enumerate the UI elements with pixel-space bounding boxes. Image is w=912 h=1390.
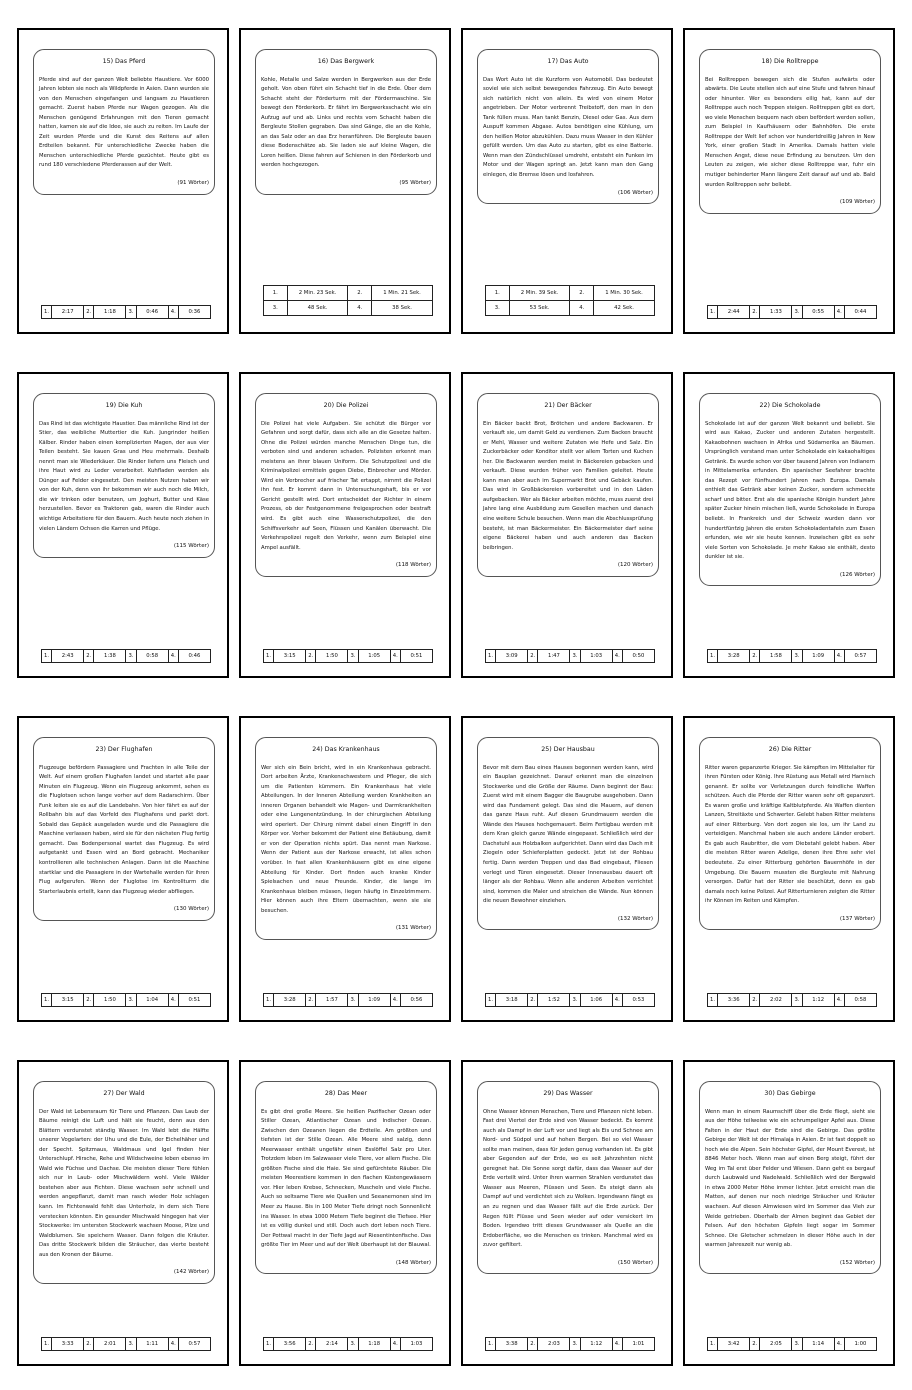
card-text: Bevor mit dem Bau eines Hauses begonnen werden kann, wird ein Bauplan gezeichnet. Darauf erkennt man die einzelnen Stockwerke und die Größe der Räume. Dann beginnt der Bau: Zuerst wird mit einem Bagger die Baugrube ausgehoben. Dann wird das Fundament gelegt. Das sind die Mauern, auf denen das ganze Haus ruht. Auf diesen Grundmauern werden die Wände des Hauses hochgemauert. Beim Fertigbau werden mit dem Kran gleich ganze Wände eingepasst. Schließlich wird der Dachstuhl aus Holzbalken aufgerichtet. Dann wird das Dach mit Ziegeln oder Schieferplatten gedeckt. Jetzt ist der Rohbau fertig. Dann werden Treppen und das Bad eingebaut, Fliesen verlegt und Türen eingesetzt. Dieser Innenausbau dauert oft länger als der Rohbau. Wenn alle anderen Arbeiten verrichtet sind, kommen die Maler und streichen die Wände. Nun können die neuen Bewohner einziehen.	[483, 764, 653, 905]
reading-text-box	[255, 49, 437, 195]
card-text: Pferde sind auf der ganzen Welt beliebte Haustiere. Vor 6000 Jahren lebten sie noch als Wildpferde in Asien. Dann wurden sie von den Menschen eingefangen und langsam zu Haustieren gemacht. Zuerst haben Pferde nur Wagen gezogen. Als die Menschen genügend Erfahrungen mit den Tieren gemacht hatten, kamen sie auf die Idee, sie auch zu reiten. Im Laufe der Zeit wurden Pferde und die Kunst des Reitens auf allen Erdteilen bekannt. Für unterschiedliche Zwecke haben die Menschen unterschiedliche Pferde gezüchtet. Heute gibt es rund 180 verschiedene Pferderassen auf der Welt.	[39, 76, 209, 169]
reading-text-box	[255, 1081, 437, 1274]
time-cell: 2:03	[538, 1338, 570, 1351]
card-title: 17) Das Auto	[547, 58, 589, 65]
time-cell: 0:58	[136, 650, 168, 663]
word-count: (109 Wörter)	[839, 199, 875, 206]
card-text: Es gibt drei große Meere. Sie heißen Pazifischer Ozean oder Stiller Ozean, Atlantischer Ozean und Indischer Ozean. Zwischen den Ozeanen liegen die Erdteile. Am größten und tiefsten ist der Stille Ozean. Alle Meere sind salzig, denn Meerwasser enthält ungefähr einen Esslöffel Salz pro Liter. Trotzdem leben im Salzwasser viele Tiere, vor allem Fische. Die größten Fische sind die Haie. Sie sind gefürchtete Räuber. Die meisten Meerestiere kommen in den flachen Küstengewässern vor. Hier leben Krebse, Schnecken, Muscheln und viele Fische. Auch so seltsame Tiere wie Quallen und Seeanemonen sind im Meer zu Hause. Bis in 100 Meter Tiefe dringt noch Sonnenlicht ins Wasser. In etwa 1000 Metern Tiefe beginnt die Tiefsee. Hier ist es völlig dunkel und still. Doch auch dort leben noch Tiere. Der Pottwal macht in der Tiefe Jagd auf Riesentintenfische. Das größte Tier im Meer und auf der Welt überhaupt ist der Blauwal.	[261, 1108, 431, 1249]
time-cell: 3:18	[496, 994, 528, 1007]
time-cell: 0:56	[400, 994, 432, 1007]
time-cell: 2.	[750, 1338, 760, 1351]
time-cell: 2:01	[94, 1338, 126, 1351]
reading-text-box	[699, 49, 881, 214]
reading-text-box	[699, 393, 881, 586]
time-cell: 1.	[486, 994, 496, 1007]
time-cell: 1.	[42, 1338, 52, 1351]
word-count: (118 Wörter)	[395, 562, 431, 569]
time-cell: 3:56	[274, 1338, 306, 1351]
word-count: (148 Wörter)	[395, 1259, 431, 1266]
time-cell: 2.	[84, 1338, 94, 1351]
time-cell: 4.	[570, 301, 594, 316]
reading-text-box	[477, 393, 659, 577]
time-cell: 2.	[306, 1338, 316, 1351]
time-cell: 0:57	[178, 1338, 210, 1351]
time-cell: 4.	[390, 650, 400, 663]
time-cell: 3.	[348, 650, 358, 663]
card-title: 30) Das Gebirge	[764, 1090, 816, 1097]
time-cell: 2.	[84, 306, 94, 319]
time-cell: 1:50	[316, 650, 348, 663]
time-cell: 1.	[42, 650, 52, 663]
time-cell: 1:38	[94, 650, 126, 663]
time-cell: 2:44	[718, 306, 750, 319]
reading-times-table	[707, 305, 877, 319]
card-text: Wer sich ein Bein bricht, wird in ein Krankenhaus gebracht. Dort arbeiten Ärzte, Krankenschwestern und Pfleger, die sich um die Patienten kümmern. Ein Krankenhaus hat viele Abteilungen. In der Inneren Abteilung werden Krankheiten an inneren Organen behandelt wie Magen- und Darmkrankheiten oder eine Lungenentzündung. In der chirurgischen Abteilung wird operiert. Der Chirurg nimmt dabei einen Eingriff in den Körper vor. Vorher bekommt der Patient eine Betäubung, damit er von der Operation nichts spürt. Das nennt man Narkose. Wenn der Patient aus der Narkose erwacht, ist alles schon vorüber. In fast allen Krankenhäusern gibt es eine eigene Abteilung für Kinder. Dort finden auch kranke Kinder Spielsachen und neue Freunde. Kinder, die lange im Krankenhaus bleiben müssen, liegen häufig in Einzelzimmern. Hier können auch ihre Eltern übernachten, wenn sie sie besuchen.	[261, 764, 431, 914]
reading-text-box	[33, 393, 215, 558]
time-cell: 4.	[348, 301, 372, 316]
card-title: 26) Die Ritter	[768, 746, 812, 753]
reading-times-table	[707, 993, 877, 1007]
reading-text-box	[477, 737, 659, 930]
reading-text-box	[33, 737, 215, 921]
time-cell: 1:01	[622, 1338, 654, 1351]
time-cell: 0:44	[844, 306, 876, 319]
time-cell: 2.	[750, 994, 760, 1007]
time-cell: 2.	[306, 650, 316, 663]
time-cell: 1:06	[580, 994, 612, 1007]
time-cell: 1.	[486, 286, 510, 301]
reading-text-box	[699, 1081, 881, 1274]
time-cell: 1 Min. 30 Sek.	[594, 286, 655, 301]
time-cell: 48 Sek.	[287, 301, 348, 316]
card-text: Flugzeuge befördern Passagiere und Frachten in alle Teile der Welt. Auf einem großen Flughafen landet und startet alle paar Minuten ein Flugzeug. Wenn ein Flugzeug ankommt, sehen es die Fluglotsen schon lange vorher auf dem Radarschirm. Über Funk leiten sie es auf die Landebahn. Von hier fährt es auf der Rollbahn bis auf das Vorfeld des Flughafens und parkt dort. Sobald das Gepäck ausgeladen wurde und die Passagiere die Maschine verlassen haben, wird sie für den nächsten Flug fertig gemacht. Das Bodenpersonal wartet das Flugzeug. Es wird aufgetankt und Essen wird an Bord gebracht. Mechaniker kontrollieren alle technischen Anlagen. Dann ist die Maschine startklar und die Passagiere in der Wartehalle werden für ihren Flug aufgerufen. Wenn der Fluglotse im Kontrollturm die Starterlaubnis erteilt, kann das Flugzeug wieder abfliegen.	[39, 764, 209, 895]
time-cell: 3.	[126, 1338, 136, 1351]
time-cell: 1:00	[844, 1338, 876, 1351]
reading-times-table	[41, 649, 211, 663]
time-cell: 2:02	[760, 994, 792, 1007]
reading-card	[461, 28, 673, 334]
time-cell: 3.	[486, 301, 510, 316]
reading-card	[239, 372, 451, 678]
card-title: 28) Das Meer	[324, 1090, 368, 1097]
time-cell: 4.	[834, 306, 844, 319]
time-cell: 2.	[84, 650, 94, 663]
time-cell: 0:53	[622, 994, 654, 1007]
time-cell: 0:46	[178, 650, 210, 663]
reading-card	[461, 1060, 673, 1366]
reading-text-box	[33, 49, 215, 195]
time-cell: 4.	[390, 1338, 400, 1351]
time-cell: 1:03	[580, 650, 612, 663]
time-cell: 4.	[834, 1338, 844, 1351]
card-title: 23) Der Flughafen	[95, 746, 153, 753]
time-cell: 1.	[708, 994, 718, 1007]
word-count: (150 Wörter)	[617, 1259, 653, 1266]
time-cell: 4.	[390, 994, 400, 1007]
card-title: 16) Das Bergwerk	[317, 58, 375, 65]
time-cell: 4.	[612, 1338, 622, 1351]
time-cell: 1:18	[94, 306, 126, 319]
time-cell: 3:15	[274, 650, 306, 663]
time-cell: 3:15	[52, 994, 84, 1007]
time-cell: 4.	[834, 994, 844, 1007]
reading-card	[17, 372, 229, 678]
time-cell: 1:05	[358, 650, 390, 663]
time-cell: 3:36	[718, 994, 750, 1007]
time-cell: 2:14	[316, 1338, 348, 1351]
time-cell: 1:18	[358, 1338, 390, 1351]
card-text: Ritter waren gepanzerte Krieger. Sie kämpften im Mittelalter für ihren Fürsten oder König. Ihre Rüstung aus Metall wird Harnisch genannt. Er sollte vor Verletzungen durch feindliche Waffen schützen. Auch die Pferde der Ritter waren sehr oft gepanzert. Es waren große und kräftige Kaltblutpferde. Als Waffen dienten Lanzen, Streitäxte und Schwerter. Gelebt haben Ritter meistens auf einer Ritterburg. Von dort zogen sie los, um ihr Land zu verteidigen. Manchmal haben sie auch andere Länder erobert. Es gab auch Raubritter, die vom Diebstahl gelebt haben. Aber die meisten Ritter waren Adelige, denen ihre Ehre sehr viel bedeutete. Zu einer Ritterburg gehörten Bauernhöfe in der Umgebung. Die Bauern mussten die Burgleute mit Nahrung versorgen. Dafür hat der Ritter sie beschützt, denn es gab damals noch keine Polizei. Auf Ritterturnieren zeigten die Ritter ihr Können im Reiten und Kämpfen.	[705, 764, 875, 905]
reading-times-table	[485, 285, 655, 316]
time-cell: 0:57	[844, 650, 876, 663]
card-title: 15) Das Pferd	[102, 58, 146, 65]
card-title: 22) Die Schokolade	[759, 402, 821, 409]
time-cell: 3:42	[718, 1338, 750, 1351]
time-cell: 4.	[168, 306, 178, 319]
time-cell: 2.	[306, 994, 316, 1007]
reading-card	[17, 28, 229, 334]
time-cell: 1 Min. 21 Sek.	[372, 286, 433, 301]
reading-card	[683, 372, 895, 678]
time-cell: 1.	[264, 994, 274, 1007]
reading-card	[239, 28, 451, 334]
time-cell: 3.	[570, 650, 580, 663]
word-count: (131 Wörter)	[395, 925, 431, 932]
time-cell: 3.	[348, 1338, 358, 1351]
time-cell: 2.	[570, 286, 594, 301]
card-title: 29) Das Wasser	[543, 1090, 593, 1097]
time-cell: 53 Sek.	[509, 301, 570, 316]
time-cell: 3.	[792, 650, 802, 663]
word-count: (120 Wörter)	[617, 562, 653, 569]
time-cell: 3:38	[496, 1338, 528, 1351]
time-cell: 3.	[126, 994, 136, 1007]
reading-times-table	[263, 1337, 433, 1351]
time-cell: 1:03	[400, 1338, 432, 1351]
reading-times-table	[263, 649, 433, 663]
time-cell: 4.	[612, 994, 622, 1007]
time-cell: 1:33	[760, 306, 792, 319]
card-title: 25) Der Hausbau	[541, 746, 595, 753]
reading-text-box	[255, 737, 437, 940]
card-title: 24) Das Krankenhaus	[312, 746, 380, 753]
time-cell: 3.	[792, 306, 802, 319]
time-cell: 1:12	[580, 1338, 612, 1351]
reading-card	[683, 28, 895, 334]
reading-text-box	[477, 1081, 659, 1274]
card-title: 19) Die Kuh	[105, 402, 143, 409]
reading-card	[683, 1060, 895, 1366]
card-text: Schokolade ist auf der ganzen Welt bekannt und beliebt. Sie wird aus Kakao, Zucker und anderen Zutaten hergestellt. Kakaobohnen wachsen in Afrika und Südamerika an Bäumen. Ursprünglich verstand man unter Schokolade ein kakaohaltiges Getränk. Es wurde schon vor über tausend Jahren von Indianern in Mittelamerika erfunden. Ein spanischer Seefahrer brachte das Rezept vor fünfhundert Jahren nach Europa. Damals enthielt das Getränk aber keinen Zucker, sondern schmeckte scharf und bitter. Erst als die spanische Königin hundert Jahre später Zucker hinein mischen ließ, wurde Schokolade in Europa beliebt. In Frankreich und der Schweiz wurden dann vor hundertfünfzig Jahren die ersten Schokoladentafeln zum Essen erfunden, wie wir sie heute kennen. Inzwischen gibt es sehr viele Sorten von Schokolade. Je mehr Kakao sie enthält, desto dunkler ist sie.	[705, 420, 876, 561]
time-cell: 3.	[348, 994, 358, 1007]
time-cell: 1:58	[760, 650, 792, 663]
word-count: (91 Wörter)	[177, 180, 209, 187]
time-cell: 1.	[264, 650, 274, 663]
time-cell: 4.	[168, 650, 178, 663]
reading-text-box	[255, 393, 437, 577]
time-cell: 4.	[168, 1338, 178, 1351]
time-cell: 3.	[126, 650, 136, 663]
card-title: 18) Die Rolltreppe	[761, 58, 819, 65]
time-cell: 1:57	[316, 994, 348, 1007]
word-count: (152 Wörter)	[839, 1259, 875, 1266]
card-title: 21) Der Bäcker	[544, 402, 592, 409]
time-cell: 1:50	[94, 994, 126, 1007]
reading-text-box	[699, 737, 881, 930]
time-cell: 1:47	[538, 650, 570, 663]
reading-card	[683, 716, 895, 1022]
time-cell: 4.	[168, 994, 178, 1007]
card-text: Ein Bäcker backt Brot, Brötchen und andere Backwaren. Er verkauft sie, um damit Geld zu verdienen. Zum Backen braucht er Mehl, Wasser und weitere Zutaten wie Hefe und Salz. Ein Zuckerbäcker oder Konditor stellt vor allem Torten und Kuchen her. Die Backwaren werden meist in Bäckereien gebacken und verkauft. Diese wurden früher von Familien geleitet. Heute kann man aber auch im Supermarkt Brot und Gebäck kaufen. Das wird in Großbäckereien vorbereitet und in den Läden aufgebacken. Wer als Bäcker arbeiten möchte, muss zuerst drei Jahre lang eine Ausbildung zum Gesellen machen und danach eine weitere Schule besuchen. Wenn man die Abschlussprüfung besteht, ist man Bäckermeister. Ein Bäckermeister darf seine eigene Bäckerei haben und auch anderen das Backen beibringen.	[483, 420, 653, 551]
card-text: Das Rind ist das wichtigste Haustier. Das männliche Rind ist der Stier, das weibliche Muttertier die Kuh. Jungrinder heißen Kälber. Rinder haben einen komplizierten Magen, der aus vier Teilen besteht. Sie kauen Gras und Heu mehrmals. Deshalb nennt man sie Wiederkäuer. Die Rinder liefern uns Fleisch und ihre Haut wird zu Leder verarbeitet. Kuhfladen werden als Dünger auf Felder eingesetzt. Den meisten Nutzen haben wir von der Kuh, denn von ihr bekommen wir auch noch die Milch, die wir trinken oder benutzen, um Joghurt, Butter und Käse herzustellen. Bevor es Traktoren gab, waren die Rinder auch wichtige Arbeitstiere für den Bauern. Auch heute noch ziehen in vielen Ländern Ochsen die Karren und Pflüge.	[39, 420, 209, 532]
card-text: Das Wort Auto ist die Kurzform von Automobil. Das bedeutet soviel wie sich selbst bewegendes Fahrzeug. Ein Auto bewegt sich natürlich nicht von allein. Es wird von einem Motor angetrieben. Der Motor verbrennt Treibstoff, den man in den Tank füllen muss. Man tankt Benzin, Diesel oder Gas. Aus dem Auspuff kommen Abgase. Autos benötigen eine Kühlung, um den heißen Motor abzukühlen. Dazu muss Wasser in den Kühler gefüllt werden. Um das Auto zu starten, gibt es eine Batterie. Wenn man den Zündschlüssel umdreht, entsteht ein Funken im Motor und der Wagen springt an. Jetzt kann man den Gang einlegen, die Bremse lösen und losfahren.	[483, 76, 653, 179]
time-cell: 38 Sek.	[372, 301, 433, 316]
time-cell: 1.	[486, 650, 496, 663]
reading-times-table	[707, 649, 877, 663]
time-cell: 3.	[792, 1338, 802, 1351]
time-cell: 0:55	[802, 306, 834, 319]
word-count: (132 Wörter)	[617, 915, 653, 922]
time-cell: 2 Min. 23 Sek.	[287, 286, 348, 301]
reading-card	[17, 1060, 229, 1366]
time-cell: 2.	[750, 306, 760, 319]
time-cell: 0:51	[178, 994, 210, 1007]
word-count: (106 Wörter)	[617, 189, 653, 196]
time-cell: 2:43	[52, 650, 84, 663]
time-cell: 1.	[264, 1338, 274, 1351]
time-cell: 2.	[528, 994, 538, 1007]
time-cell: 1:14	[802, 1338, 834, 1351]
time-cell: 4.	[834, 650, 844, 663]
card-title: 20) Die Polizei	[323, 402, 369, 409]
reading-times-table	[41, 993, 211, 1007]
time-cell: 3.	[570, 994, 580, 1007]
reading-times-table	[485, 1337, 655, 1351]
reading-times-table	[263, 993, 433, 1007]
time-cell: 3.	[126, 306, 136, 319]
time-cell: 42 Sek.	[594, 301, 655, 316]
time-cell: 1:11	[136, 1338, 168, 1351]
reading-card	[239, 716, 451, 1022]
reading-times-table	[707, 1337, 877, 1351]
reading-card	[461, 372, 673, 678]
card-text: Wenn man in einem Raumschiff über die Erde fliegt, sieht sie aus der Höhe teilweise wie ein schrumpeliger Apfel aus. Diese Falten in der Haut der Erde sind die Gebirge. Das größte Gebirge der Welt ist der Himalaja in Asien. Er ist fast doppelt so hoch wie die Alpen. Sein höchster Gipfel, der Mount Everest, ist 8846 Meter hoch. Wenn man auf einen Berg steigt, führt der Weg im Tal erst über Felder und Wiesen. Dann geht es bergauf durch Laubwald und Nadelwald. Schließlich wird der Bergwald in etwa 2000 Meter Höhe immer lichter. Jetzt erreicht man die Matten, auf denen nur noch niedrige Sträucher und Kräuter wachsen. Auf diesen Almwiesen wird im Sommer das Vieh zur Weide getrieben. Oberhalb der Almen beginnt das Gebiet der Felsen. Auf den höchsten Gipfeln liegt sogar im Sommer Schnee. Die Gletscher schmelzen in dieser Höhe auch in der warmen Jahreszeit nur wenig ab.	[705, 1108, 875, 1249]
reading-times-table	[41, 1337, 211, 1351]
word-count: (95 Wörter)	[399, 180, 431, 187]
time-cell: 1:52	[538, 994, 570, 1007]
time-cell: 1.	[708, 306, 718, 319]
time-cell: 1:12	[802, 994, 834, 1007]
card-text: Der Wald ist Lebensraum für Tiere und Pflanzen. Das Laub der Bäume reinigt die Luft und hält sie feucht, denn aus den Blättern verdunstet ständig Wasser. Im Wald lebt die Hälfte unserer Vogelarten: der Uhu und die Eule, der Eichelhäher und der Specht. Spitzmaus, Waldmaus und Igel finden hier Unterschlupf. Hirsche, Rehe und Wildschweine leben ebenso im Wald wie Füchse und Dachse. Die meisten dieser Tiere fühlen sich nur in Laub- oder Mischwäldern wohl. Viele Wälder bestehen aber aus Fichten. Diese wachsen sehr schnell und werden angepflanzt, damit man rasch wieder Holz schlagen kann. Im Fichtenwald fehlt das Unterholz, in dem sich Tiere verstecken könnten. Ein gesunder Mischwald hingegen hat vier Stockwerke: im untersten Stockwerk wachsen Moose, Pilze und Waldblumen. Sie speichern Wasser. Dann folgen die Kräuter. Das dritte Stockwerk bilden die Sträucher, das vierte besteht aus den Kronen der Bäume.	[39, 1108, 209, 1258]
time-cell: 4.	[612, 650, 622, 663]
time-cell: 1.	[486, 1338, 496, 1351]
reading-times-table	[41, 305, 211, 319]
time-cell: 1:04	[136, 994, 168, 1007]
time-cell: 1.	[708, 650, 718, 663]
time-cell: 1:09	[358, 994, 390, 1007]
time-cell: 2.	[348, 286, 372, 301]
time-cell: 2 Min. 39 Sek.	[509, 286, 570, 301]
time-cell: 3.	[570, 1338, 580, 1351]
time-cell: 2.	[528, 1338, 538, 1351]
time-cell: 2.	[528, 650, 538, 663]
time-cell: 3:09	[496, 650, 528, 663]
time-cell: 3.	[264, 301, 288, 316]
time-cell: 3:28	[274, 994, 306, 1007]
time-cell: 1.	[708, 1338, 718, 1351]
card-text: Kohle, Metalle und Salze werden in Bergwerken aus der Erde geholt. Von oben führt ein Schacht tief in die Erde. Über dem Schacht steht der Förderturm mit der Fördermaschine. Sie bewegt den Förderkorb. Er fährt im Bergwerksschacht wie ein Aufzug auf und ab. Links und rechts vom Schacht haben die Bergleute Stollen gegraben. Das sind Gänge, die an die Kohle, an das Salz oder an das Erz heranführen. Die Bergleute bauen diese Bodenschätze ab. Sie laden sie auf kleine Wagen, die Loren heißen. Diese fahren auf Schienen in den Förderkorb und werden hochgezogen.	[261, 76, 431, 169]
time-cell: 0:46	[136, 306, 168, 319]
time-cell: 1:09	[802, 650, 834, 663]
card-text: Ohne Wasser können Menschen, Tiere und Pflanzen nicht leben. Fast drei Viertel der Erde sind von Wasser bedeckt. Es kommt auch als Dampf in der Luft vor und liegt als Eis und Schnee am Nord- und Südpol und auf hohen Bergen. Bei so viel Wasser sollte man meinen, dass für jeden genug vorhanden ist. Es gibt aber Gegenden auf der Erde, wo es seit Jahrzehnten nicht geregnet hat. Die Sonne sorgt dafür, dass das Wasser auf der Erde verteilt wird. Unter ihren warmen Strahlen verdunstet das Wasser aus Meeren, Flüssen und Seen. Es steigt dann als Dampf auf und verdichtet sich zu Wolken. Irgendwann fängt es an zu regnen und das Wasser fällt auf die Erde zurück. Der Regen füllt Flüsse und Seen wieder auf oder versickert im Boden. Irgendwo tritt dieses Grundwasser als Quelle an die Erdoberfläche, wo die Menschen es trinken. Manchmal wird es zuvor gefiltert.	[483, 1108, 653, 1249]
reading-times-table	[485, 649, 655, 663]
card-text: Die Polizei hat viele Aufgaben. Sie schützt die Bürger vor Gefahren und sorgt dafür, dass sich alle an die Gesetze halten. Ohne die Polizei würden manche Menschen Dinge tun, die verboten sind und anderen schaden. Polizisten erkennt man meistens an ihrer blauen Uniform. Die Schutzpolizei und die Kriminalpolizei ermitteln gegen Diebe, Einbrecher und Mörder. Wird ein Verbrecher auf frischer Tat ertappt, nimmt die Polizei ihn fest. Er kommt dann in Untersuchungshaft, bis er vor Gericht gestellt wird. Dort entscheidet der Richter in einem Prozess, ob der Festgenommene freigesprochen oder bestraft wird. Es gibt auch eine Wasserschutzpolizei, die den Schiffsverkehr auf Seen, Flüssen und Kanälen überwacht. Die Verkehrspolizei regelt den Verkehr, wenn zum Beispiel eine Ampel ausfällt.	[261, 420, 431, 551]
time-cell: 2.	[750, 650, 760, 663]
reading-times-table	[485, 993, 655, 1007]
time-cell: 3.	[792, 994, 802, 1007]
card-title: 27) Der Wald	[103, 1090, 145, 1097]
reading-card	[17, 716, 229, 1022]
time-cell: 2:05	[760, 1338, 792, 1351]
time-cell: 2.	[84, 994, 94, 1007]
word-count: (130 Wörter)	[173, 906, 209, 913]
reading-text-box	[477, 49, 659, 204]
time-cell: 1.	[264, 286, 288, 301]
time-cell: 0:36	[178, 306, 210, 319]
reading-times-table	[263, 285, 433, 316]
word-count: (142 Wörter)	[173, 1269, 209, 1276]
time-cell: 0:58	[844, 994, 876, 1007]
word-count: (126 Wörter)	[839, 571, 875, 578]
time-cell: 3:28	[718, 650, 750, 663]
time-cell: 3:33	[52, 1338, 84, 1351]
reading-text-box	[33, 1081, 215, 1284]
reading-card	[239, 1060, 451, 1366]
word-count: (115 Wörter)	[173, 543, 209, 550]
word-count: (137 Wörter)	[839, 915, 875, 922]
time-cell: 0:51	[400, 650, 432, 663]
time-cell: 1.	[42, 306, 52, 319]
time-cell: 0:50	[622, 650, 654, 663]
reading-card	[461, 716, 673, 1022]
card-text: Bei Rolltreppen bewegen sich die Stufen aufwärts oder abwärts. Die Leute stellen sich auf eine Stufe und fahren hinauf oder hinunter. Wer es besonders eilig hat, kann auf der Rolltreppe auch noch Treppen steigen. Rolltreppen gibt es dort, wo viele Menschen bequem nach oben befördert werden sollen, zum Beispiel in Kaufhäusern oder Bahnhöfen. Die erste Rolltreppe der Welt lief schon vor hundertdreißig Jahren in New York, einer großen Stadt in Amerika. Damals hatten viele Menschen Angst, diese neue Erfindung zu benutzen. Um den Leuten zu zeigen, wie sicher diese Rolltreppe war, fuhr ein mutiger behinderter Mann längere Zeit darauf auf und ab. Bald wurden Rolltreppen sehr beliebt.	[705, 76, 875, 188]
time-cell: 2:17	[52, 306, 84, 319]
time-cell: 1.	[42, 994, 52, 1007]
